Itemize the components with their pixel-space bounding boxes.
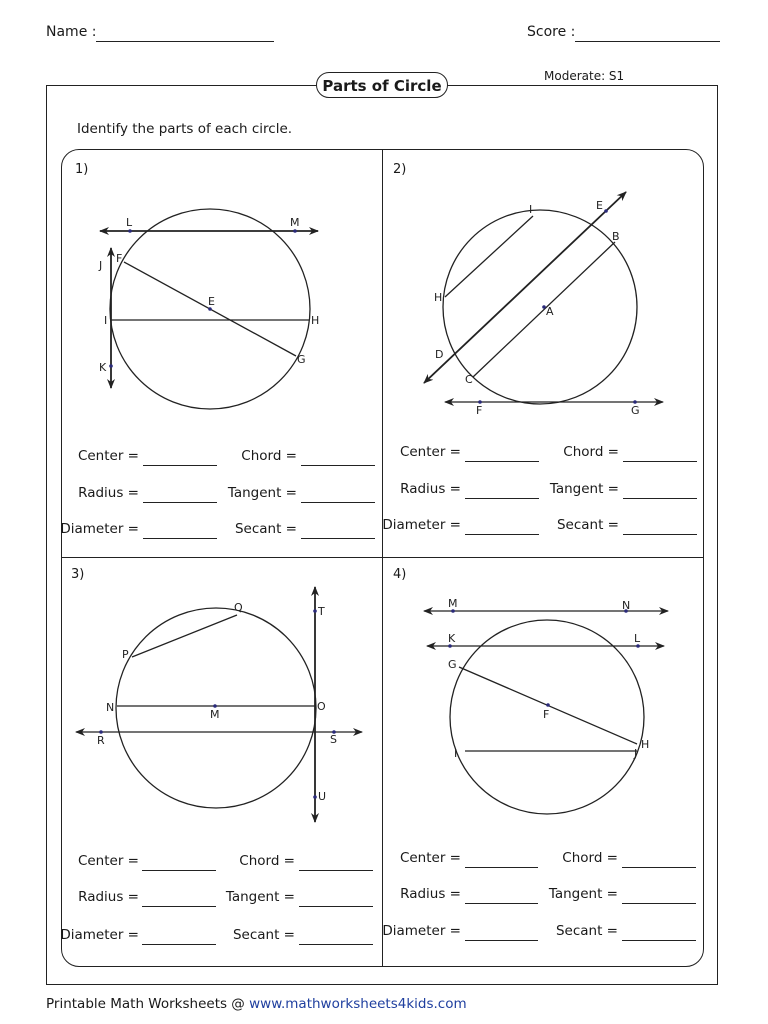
label-K: K: [99, 361, 107, 374]
label-N: N: [106, 701, 115, 714]
center-label: Center =: [77, 448, 139, 464]
label-C: C: [465, 373, 473, 386]
page-title: Parts of Circle: [316, 72, 448, 98]
chord-answer-field[interactable]: [623, 461, 697, 462]
tangent-label: Tangent =: [549, 481, 619, 497]
diameter-label: Diameter =: [60, 927, 139, 943]
center-label: Center =: [399, 850, 461, 866]
label-F: F: [116, 252, 123, 265]
tangent-label: Tangent =: [548, 886, 618, 902]
footer-text: Printable Math Worksheets @: [46, 996, 245, 1012]
chord-label: Chord =: [241, 448, 297, 464]
label-N: N: [622, 599, 631, 612]
secant-answer-field[interactable]: [301, 538, 375, 539]
problem-4-number: 4): [393, 567, 407, 582]
instructions: Identify the parts of each circle.: [77, 121, 293, 137]
diameter-answer-field[interactable]: [465, 940, 538, 941]
chord-answer-field[interactable]: [301, 465, 375, 466]
label-M: M: [448, 597, 458, 610]
point-dot: [313, 795, 317, 799]
radius-label: Radius =: [400, 886, 461, 902]
score-label: Score :: [527, 24, 576, 40]
label-G: G: [297, 353, 306, 366]
problem-3-number: 3): [71, 567, 85, 582]
difficulty-level: Moderate: S1: [544, 69, 625, 83]
tangent-label: Tangent =: [225, 889, 295, 905]
label-M: M: [290, 216, 300, 229]
point-dot: [128, 229, 132, 233]
center-label: Center =: [77, 853, 139, 869]
tangent-answer-field[interactable]: [622, 903, 696, 904]
chord-label: Chord =: [562, 850, 618, 866]
point-dot: [109, 364, 113, 368]
label-O: O: [317, 700, 326, 713]
problem-1-number: 1): [75, 162, 89, 177]
chord-label: Chord =: [239, 853, 295, 869]
label-Q: Q: [234, 601, 243, 614]
label-H: H: [434, 291, 443, 304]
tangent-answer-field[interactable]: [299, 906, 373, 907]
secant-answer-field[interactable]: [299, 944, 373, 945]
center-answer-field[interactable]: [143, 465, 217, 466]
label-E: E: [596, 199, 603, 212]
diameter-answer-field[interactable]: [465, 534, 539, 535]
label-J: J: [99, 259, 103, 272]
problem-2-number: 2): [393, 162, 407, 177]
center-answer-field[interactable]: [465, 867, 538, 868]
label-I: I: [104, 314, 108, 327]
diameter-answer-field[interactable]: [143, 538, 217, 539]
center-answer-field[interactable]: [142, 870, 216, 871]
diameter-label: Diameter =: [60, 521, 139, 537]
secant-label: Secant =: [556, 517, 619, 533]
diameter-label: Diameter =: [382, 517, 461, 533]
point-dot: [313, 609, 317, 613]
chord-answer-field[interactable]: [622, 867, 696, 868]
name-label: Name :: [46, 24, 97, 40]
label-G: G: [631, 404, 640, 417]
label-I: I: [529, 203, 533, 216]
chord-IH: [445, 216, 533, 297]
tangent-answer-field[interactable]: [301, 502, 375, 503]
secant-answer-field[interactable]: [623, 534, 697, 535]
label-A: A: [546, 305, 554, 318]
point-dot: [604, 209, 608, 213]
radius-label: Radius =: [78, 485, 139, 501]
footer: [46, 996, 467, 1012]
label-R: R: [97, 734, 105, 747]
label-D: D: [435, 348, 444, 361]
problem-2-figure: [424, 192, 663, 404]
label-U: U: [318, 790, 327, 803]
secant-label: Secant =: [232, 927, 295, 943]
radius-label: Radius =: [78, 889, 139, 905]
chord-answer-field[interactable]: [299, 870, 373, 871]
center-answer-field[interactable]: [465, 461, 539, 462]
label-S: S: [330, 733, 337, 746]
tangent-label: Tangent =: [227, 485, 297, 501]
label-E: E: [208, 295, 215, 308]
label-B: B: [612, 230, 620, 243]
label-M: M: [210, 708, 220, 721]
label-G: G: [448, 658, 457, 671]
chord-BC: [473, 242, 615, 377]
diameter-label: Diameter =: [382, 923, 461, 939]
label-L: L: [126, 216, 133, 229]
radius-answer-field[interactable]: [465, 498, 539, 499]
label-I: I: [454, 747, 458, 760]
label-F: F: [543, 708, 550, 721]
label-J: J: [634, 747, 638, 760]
radius-label: Radius =: [400, 481, 461, 497]
radius-answer-field[interactable]: [465, 903, 538, 904]
center-label: Center =: [399, 444, 461, 460]
tangent-answer-field[interactable]: [623, 498, 697, 499]
secant-label: Secant =: [234, 521, 297, 537]
chord-label: Chord =: [563, 444, 619, 460]
point-dot: [293, 229, 297, 233]
label-H: H: [311, 314, 320, 327]
radius-answer-field[interactable]: [143, 502, 217, 503]
point-dot: [546, 703, 550, 707]
chord-PQ: [132, 615, 237, 657]
secant-line-ED: [424, 192, 626, 383]
label-T: T: [318, 605, 325, 618]
radius-answer-field[interactable]: [142, 906, 216, 907]
label-L: L: [634, 632, 641, 645]
secant-answer-field[interactable]: [622, 940, 696, 941]
secant-label: Secant =: [555, 923, 618, 939]
label-H: H: [641, 738, 650, 751]
label-K: K: [448, 632, 456, 645]
footer-link[interactable]: www.mathworksheets4kids.com: [249, 996, 467, 1012]
label-F: F: [476, 404, 483, 417]
label-P: P: [122, 648, 129, 661]
diameter-answer-field[interactable]: [142, 944, 216, 945]
